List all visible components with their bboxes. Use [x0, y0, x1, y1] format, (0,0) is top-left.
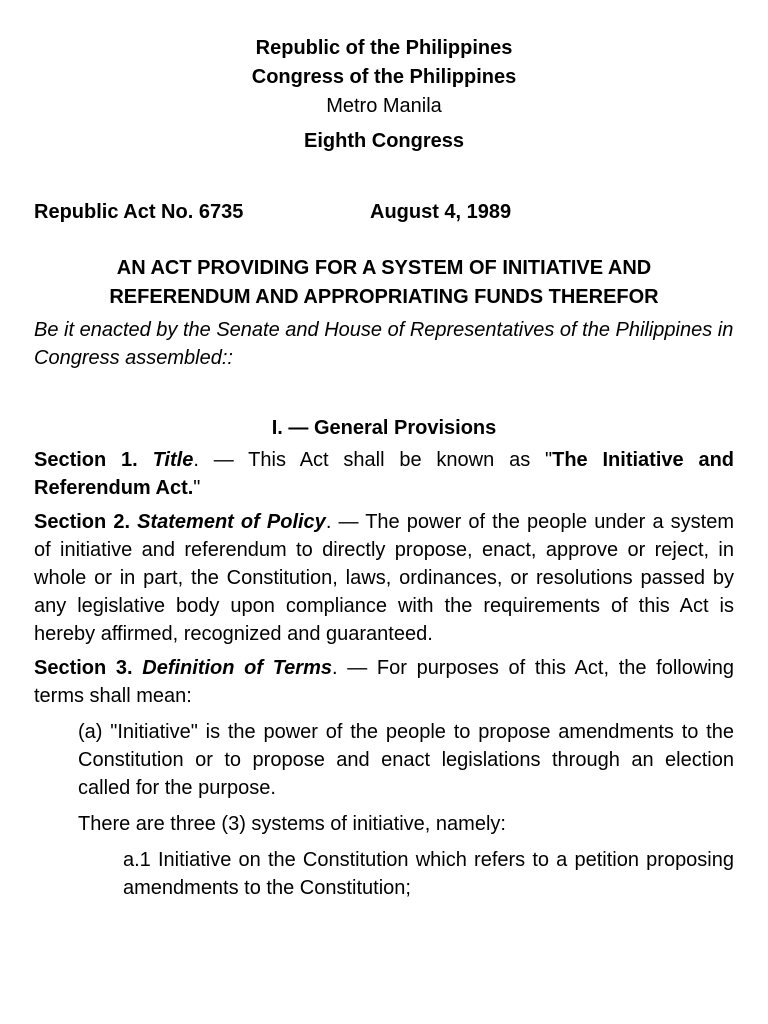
- section-2-label: Section 2.: [34, 511, 138, 533]
- section-2-dash: . —: [325, 511, 366, 533]
- section-1-act-name: The Initiative and Referendum Act.: [34, 449, 735, 499]
- act-title-line-2: REFERENDUM AND APPROPRIATING FUNDS THEREFOR: [109, 286, 659, 308]
- chapter-heading: I. — General Provisions: [271, 417, 497, 439]
- section-3-item-a: (a) "Initiative" is the power of the people to propose amendments to the Constitution or to propose and enact legislations through an election called for the purpose.: [78, 721, 734, 799]
- enacting-clause: Be it enacted by the Senate and House of Representatives of the Philippines in Congress assembled::: [34, 319, 734, 369]
- section-1-close-quote: ": [193, 477, 201, 499]
- document-page: [34, 34, 734, 902]
- act-title: [34, 254, 734, 312]
- header-republic: Republic of the Philippines: [255, 37, 513, 59]
- section-2: [34, 508, 734, 648]
- act-title-line-1: AN ACT PROVIDING FOR A SYSTEM OF INITIATIVE AND: [116, 257, 652, 279]
- section-3-dash: . —: [331, 657, 377, 679]
- section-3-body: For purposes of this Act, the following terms shall mean:: [34, 657, 734, 707]
- act-identifier: [34, 198, 734, 226]
- act-date: August 4, 1989: [370, 201, 512, 223]
- header-congress-number: Eighth Congress: [303, 130, 464, 152]
- section-1-heading: Title: [152, 449, 194, 471]
- document-header: [34, 34, 734, 156]
- section-2-body: The power of the people under a system of initiative and referendum to directly propose, enact, approve or reject, in whole or in part, the Constitution, laws, ordinances, or resolutions passed by any legislative body upon compliance with the requirements of this Act is hereby affirmed, recognized and guaranteed.: [34, 511, 735, 645]
- header-location: Metro Manila: [326, 95, 442, 117]
- section-3: [34, 654, 734, 710]
- header-congress: Congress of the Philippines: [251, 66, 517, 88]
- section-1-label: Section 1.: [34, 449, 153, 471]
- section-3-label: Section 3.: [34, 657, 143, 679]
- section-1: [34, 446, 734, 502]
- act-number: Republic Act No. 6735: [34, 201, 244, 223]
- section-2-heading: Statement of Policy: [137, 511, 326, 533]
- section-3-systems: There are three (3) systems of initiative, namely:: [78, 813, 506, 835]
- section-3-item-a1: a.1 Initiative on the Constitution which refers to a petition proposing amendments to the Constitution;: [123, 849, 734, 899]
- section-3-heading: Definition of Terms: [142, 657, 332, 679]
- section-1-text: . — This Act shall be known as ": [193, 449, 553, 471]
